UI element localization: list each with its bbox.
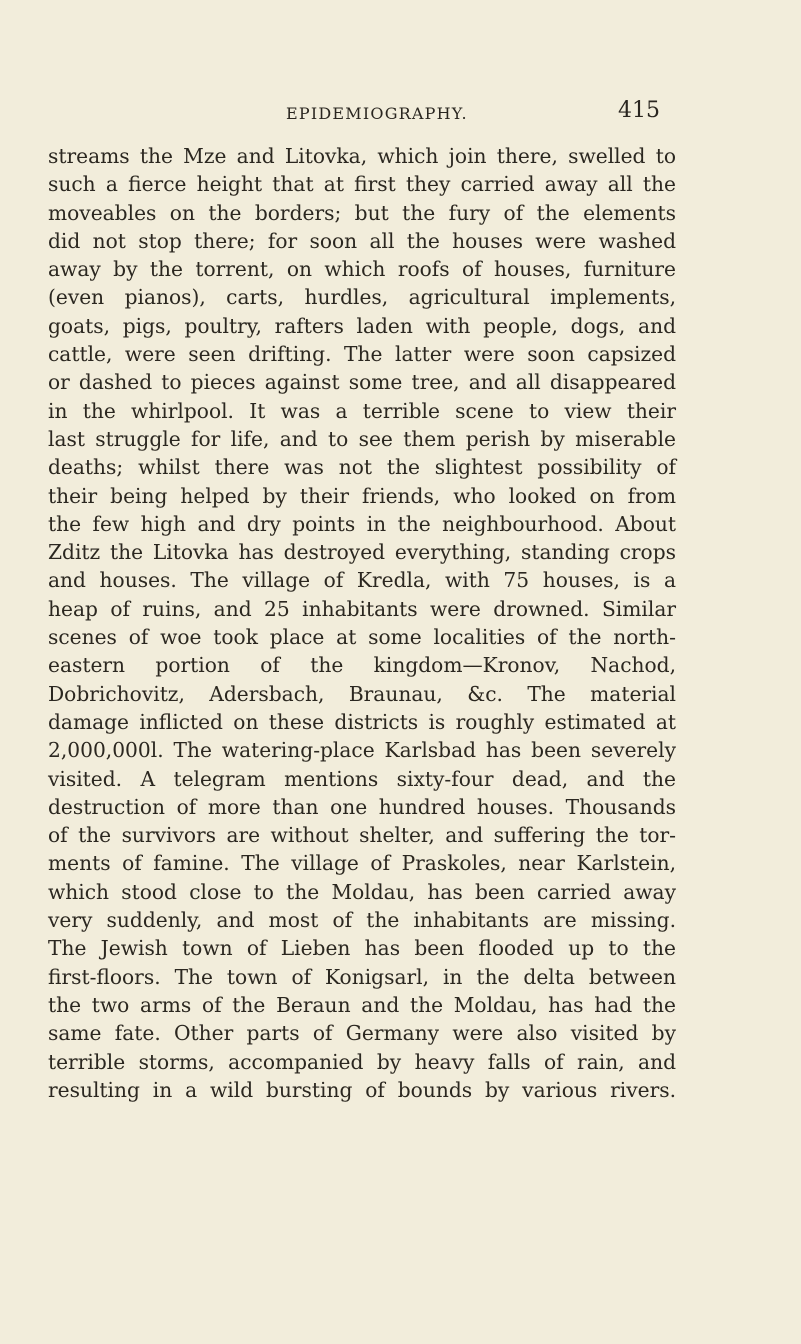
text-line: streams the Mze and Litovka, which join there, swelled to — [48, 144, 676, 168]
text-line: Dobrichovitz, Adersbach, Braunau, &c. The material — [48, 681, 676, 706]
text-line: ments of famine. The village of Praskoles, near Karlstein, — [48, 851, 676, 876]
text-line: in the whirlpool. It was a terrible scene to view their — [48, 398, 676, 423]
text-line: The Jewish town of Lieben has been flooded up to the — [48, 936, 676, 961]
text-line: which stood close to the Moldau, has been carried away — [48, 879, 676, 904]
page-header — [0, 96, 801, 132]
text-line: their being helped by their friends, who looked on from — [48, 483, 676, 508]
text-line: same fate. Other parts of Germany were also visited by — [48, 1021, 676, 1046]
text-line: eastern portion of the kingdom—Kronov, Nachod, — [48, 653, 676, 678]
text-line: such a fierce height that at first they carried away all the — [48, 172, 676, 197]
text-line: the few high and dry points in the neighbourhood. About — [48, 511, 676, 536]
text-line: Zditz the Litovka has destroyed everything, standing crops — [48, 540, 676, 565]
text-line: terrible storms, accompanied by heavy falls of rain, and — [48, 1049, 676, 1074]
text-line: and houses. The village of Kredla, with 75 houses, is a — [48, 568, 676, 593]
text-line: heap of ruins, and 25 inhabitants were drowned. Similar — [48, 596, 676, 621]
page-number: 415 — [618, 98, 660, 123]
text-line: very suddenly, and most of the inhabitants are missing. — [48, 908, 676, 933]
text-line: did not stop there; for soon all the houses were washed — [48, 228, 676, 253]
text-line: damage inflicted on these districts is roughly estimated at — [48, 709, 676, 734]
text-line: 2,000,000l. The watering-place Karlsbad has been severely — [48, 738, 676, 763]
text-line: cattle, were seen drifting. The latter were soon capsized — [48, 342, 676, 367]
text-line: away by the torrent, on which roofs of houses, furniture — [48, 257, 676, 282]
text-line: scenes of woe took place at some localities of the north- — [48, 625, 676, 650]
text-line: last struggle for life, and to see them perish by miserable — [48, 426, 676, 451]
text-line: visited. A telegram mentions sixty-four dead, and the — [48, 766, 676, 791]
text-line: moveables on the borders; but the fury of the elements — [48, 200, 676, 225]
text-line: of the survivors are without shelter, and suffering the tor- — [48, 823, 676, 848]
text-line: goats, pigs, poultry, rafters laden with people, dogs, and — [48, 313, 676, 338]
text-line: resulting in a wild bursting of bounds by various rivers. — [48, 1077, 676, 1102]
text-line: the two arms of the Beraun and the Moldau, has had the — [48, 992, 676, 1017]
text-line: or dashed to pieces against some tree, and all disappeared — [48, 370, 676, 395]
running-head: EPIDEMIOGRAPHY. — [286, 104, 468, 123]
text-line: first-floors. The town of Konigsarl, in the delta between — [48, 964, 676, 989]
text-line: destruction of more than one hundred houses. Thousands — [48, 794, 676, 819]
text-line: deaths; whilst there was not the slightest possibility of — [48, 455, 676, 480]
text-line: (even pianos), carts, hurdles, agricultural implements, — [48, 285, 676, 310]
body-paragraph — [48, 142, 788, 1104]
